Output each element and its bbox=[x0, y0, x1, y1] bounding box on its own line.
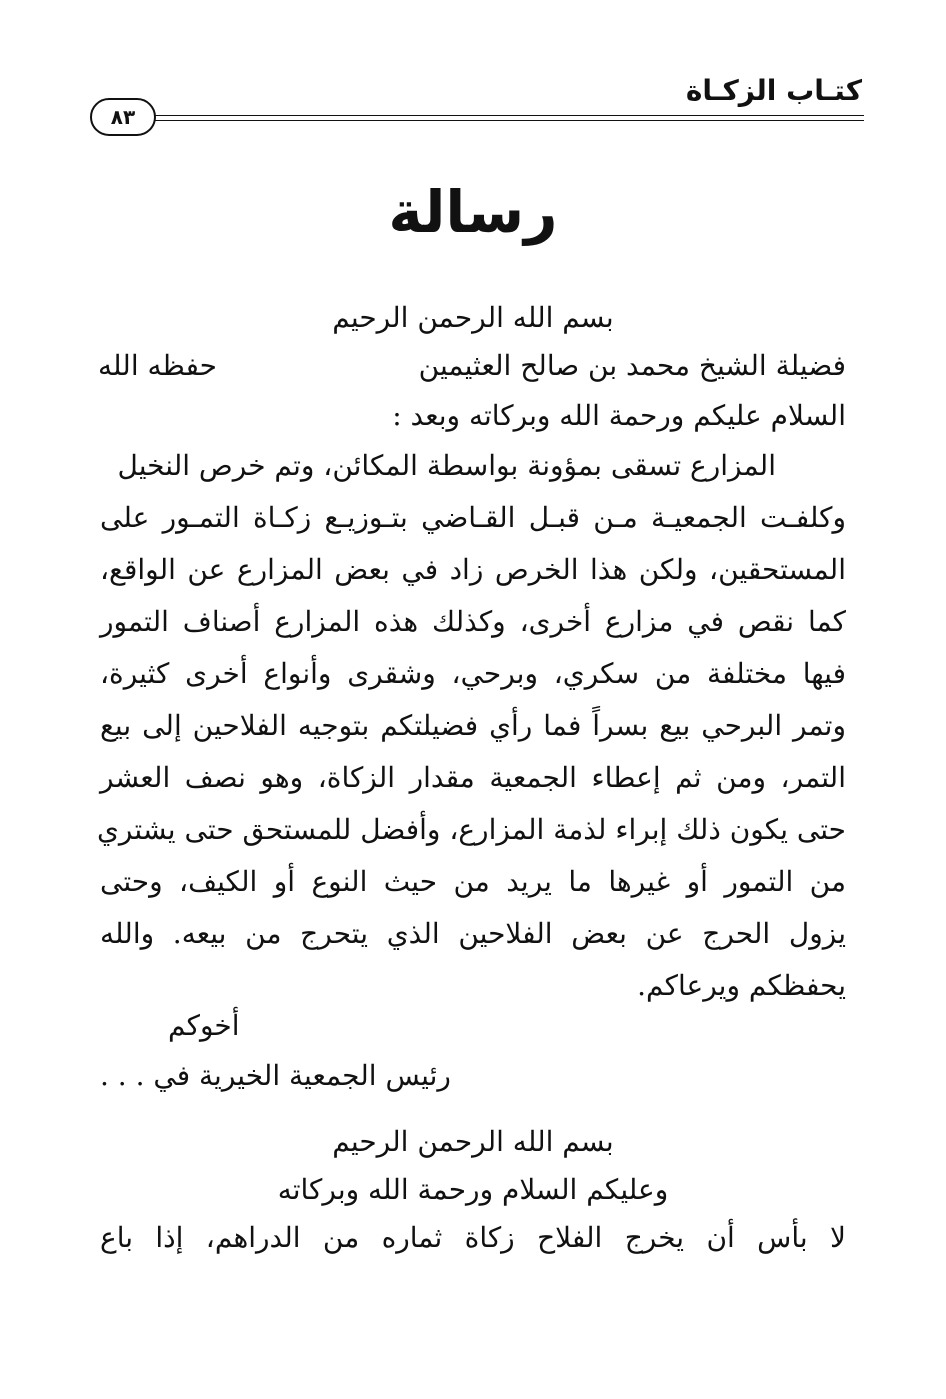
sign-off: أخوكم bbox=[168, 1009, 240, 1042]
honorific: حفظه الله bbox=[98, 349, 217, 382]
answer-first-line: لا بأس أن يخرج الفلاح زكاة ثماره من الدراهم، إذا باع bbox=[100, 1221, 846, 1254]
page-title: رسالة bbox=[388, 178, 558, 246]
basmala: بسم الله الرحمن الرحيم bbox=[332, 301, 614, 334]
answer-basmala: بسم الله الرحمن الرحيم bbox=[332, 1125, 614, 1158]
signer: رئيس الجمعية الخيرية في . . . bbox=[100, 1059, 451, 1092]
running-title: كتـاب الزكـاة bbox=[685, 74, 862, 107]
body-line: حتى يكون ذلك إبراء لذمة المزارع، وأفضل للمستحق حتى يشتري bbox=[97, 813, 846, 846]
body-line: كما نقص في مزارع أخرى، وكذلك هذه المزارع أصناف التمور bbox=[100, 605, 846, 638]
addressee: فضيلة الشيخ محمد بن صالح العثيمين bbox=[418, 349, 846, 382]
body-line: فيها مختلفة من سكري، وبرحي، وشقرى وأنواع أخرى كثيرة، bbox=[100, 657, 846, 690]
body-line: من التمور أو غيرها ما يريد من حيث النوع أو الكيف، وحتى bbox=[100, 865, 846, 898]
body-line: يحفظكم ويرعاكم. bbox=[637, 969, 846, 1002]
header-rule bbox=[148, 115, 864, 121]
body-line: يزول الحرج عن بعض الفلاحين الذي يتحرج من بيعه. والله bbox=[100, 917, 846, 950]
page-number: ٨٣ bbox=[110, 105, 136, 129]
page-number-badge bbox=[90, 98, 156, 136]
answer-greeting: وعليكم السلام ورحمة الله وبركاته bbox=[277, 1173, 669, 1206]
body-line: المزارع تسقى بمؤونة بواسطة المكائن، وتم خرص النخيل bbox=[117, 449, 776, 482]
body-line: التمر، ومن ثم إعطاء الجمعية مقدار الزكاة، وهو نصف العشر bbox=[100, 761, 846, 794]
body-line: وكلفـت الجمعيـة مـن قبـل القـاضي بتـوزيـع زكـاة التمـور على bbox=[100, 501, 846, 534]
greeting: السلام عليكم ورحمة الله وبركاته وبعد : bbox=[392, 399, 846, 432]
body-line: المستحقين، ولكن هذا الخرص زاد في بعض المزارع عن الواقع، bbox=[100, 553, 846, 586]
body-line: وتمر البرحي بيع بسراً فما رأي فضيلتكم بتوجيه الفلاحين إلى بيع bbox=[100, 709, 846, 742]
